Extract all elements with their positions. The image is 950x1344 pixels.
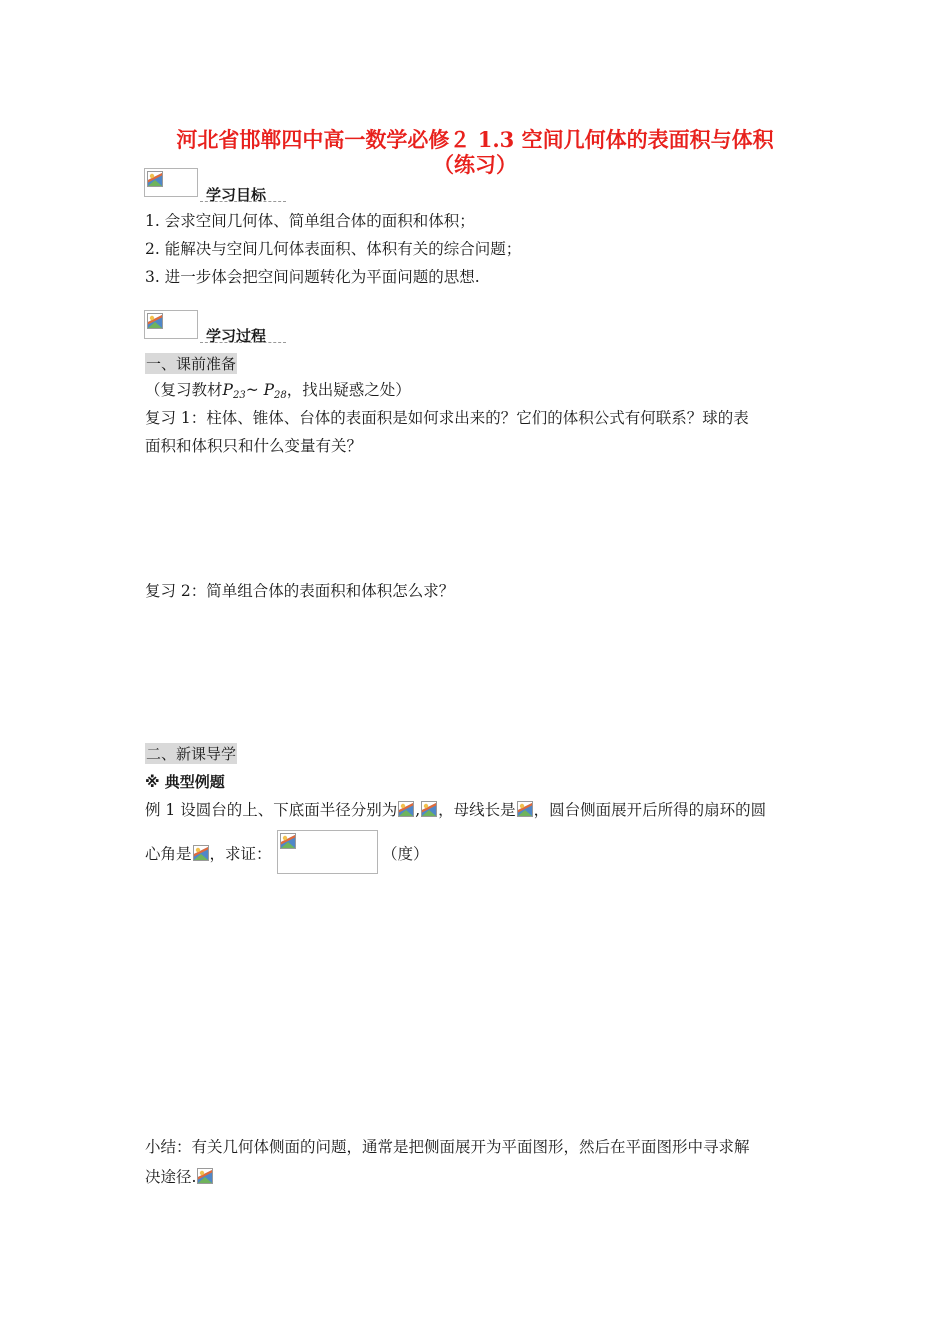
goal-item: 2. 能解决与空间几何体表面积、体积有关的综合问题； <box>145 240 522 258</box>
review-note-prefix: （复习教材 <box>145 381 223 399</box>
process-heading-image <box>144 310 198 339</box>
review1-line1: 复习 1：柱体、锥体、台体的表面积是如何求出来的？它们的体积公式有何联系？球的表 <box>145 409 749 427</box>
example1-mid: ，母线长是 <box>438 801 516 819</box>
review1-line2: 面积和体积只和什么变量有关？ <box>145 437 363 455</box>
page-ref-end: 28 <box>274 390 287 401</box>
goals-heading: 学习目标 <box>206 186 267 204</box>
section-label-new-lesson: 二、新课导学 <box>146 745 237 763</box>
page-ref-start: 23 <box>232 390 246 401</box>
example1-line1 <box>145 800 766 820</box>
review2: 复习 2：简单组合体的表面积和体积怎么求？ <box>145 582 455 600</box>
process-heading: 学习过程 <box>206 327 267 345</box>
document-subtitle: （练习） <box>433 152 517 177</box>
page-ref-tilde: ~ <box>245 381 264 399</box>
broken-image-icon <box>517 801 533 817</box>
review-note <box>145 380 411 406</box>
review-note-suffix: ，找出疑惑之处） <box>286 381 411 399</box>
broken-image-icon <box>398 801 414 817</box>
goal-item: 1. 会求空间几何体、简单组合体的面积和体积； <box>145 212 475 230</box>
example1-suffix: ，圆台侧面展开后所得的扇环的圆 <box>533 801 767 819</box>
goal-item: 3. 进一步体会把空间问题转化为平面问题的思想. <box>145 268 480 286</box>
page-ref-p: P <box>263 381 275 399</box>
typical-examples-heading: ※ 典型例题 <box>145 773 225 791</box>
broken-image-icon <box>147 313 163 329</box>
example1-line2-mid: ，求证： <box>209 845 272 863</box>
formula-image <box>277 830 378 874</box>
goals-heading-underline <box>200 201 286 202</box>
process-heading-underline <box>200 342 286 343</box>
example1-line2 <box>145 844 272 864</box>
summary-line1: 小结：有关几何体侧面的问题，通常是把侧面展开为平面图形，然后在平面图形中寻求解 <box>145 1138 750 1156</box>
example1-unit: （度） <box>382 845 429 863</box>
broken-image-icon <box>147 171 163 187</box>
page-ref-p: P <box>222 381 233 399</box>
document-title: 河北省邯郸四中高一数学必修２ 1.3 空间几何体的表面积与体积 <box>176 127 774 152</box>
section-label-prep: 一、课前准备 <box>146 355 237 373</box>
broken-image-icon <box>421 801 437 817</box>
broken-image-icon <box>197 1168 213 1184</box>
goals-heading-image <box>144 168 198 197</box>
broken-image-icon <box>280 833 296 849</box>
example1-comma: , <box>415 801 421 819</box>
summary-line2 <box>145 1167 214 1187</box>
summary-line2-text: 决途径. <box>145 1168 197 1186</box>
example1-prefix: 例 1 设圆台的上、下底面半径分别为 <box>145 801 398 819</box>
broken-image-icon <box>193 845 209 861</box>
example1-line2-prefix: 心角是 <box>145 845 192 863</box>
